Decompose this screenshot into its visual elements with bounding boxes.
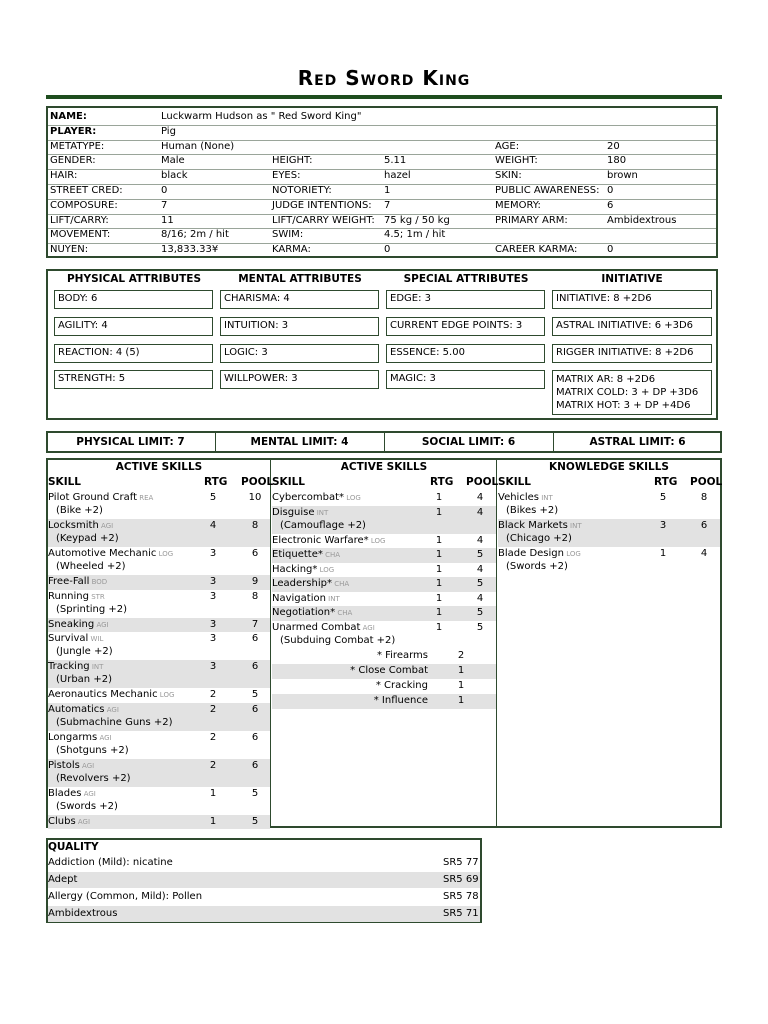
info-label: NUYEN: bbox=[50, 244, 89, 256]
info-value: 1 bbox=[384, 185, 391, 196]
skill-pool: 5 bbox=[251, 815, 259, 827]
info-label: EYES: bbox=[272, 170, 301, 182]
info-label: METATYPE: bbox=[50, 140, 105, 152]
skill-name bbox=[272, 593, 340, 604]
info-label: KARMA: bbox=[272, 244, 311, 256]
skill-rating: 5 bbox=[659, 492, 667, 503]
skill-label: Disguise bbox=[272, 506, 315, 518]
skill-rating: 1 bbox=[435, 534, 443, 546]
skill-rating: 1 bbox=[435, 506, 443, 518]
skill-rating: 1 bbox=[435, 492, 443, 503]
info-value: brown bbox=[607, 170, 638, 182]
info-value: hazel bbox=[384, 170, 411, 182]
info-gridline bbox=[48, 243, 716, 244]
info-label: SWIM: bbox=[272, 229, 304, 241]
quality-name: Adept bbox=[48, 874, 78, 885]
skill-name bbox=[272, 607, 352, 618]
info-label: LIFT/CARRY: bbox=[50, 214, 109, 226]
skill-label: Vehicles bbox=[498, 492, 539, 503]
page-title: Red Sword King bbox=[297, 66, 471, 90]
skill-label: Etiquette* bbox=[272, 549, 323, 560]
skill-name bbox=[48, 591, 105, 602]
info-value: 6 bbox=[607, 199, 614, 211]
pool-column-header: POOL bbox=[690, 476, 723, 488]
info-gridline bbox=[48, 125, 716, 126]
skill-label: Electronic Warfare* bbox=[272, 534, 369, 546]
skill-label: Automatics bbox=[48, 703, 105, 715]
skill-rating: 3 bbox=[209, 633, 217, 644]
skill-specialization: (Urban +2) bbox=[56, 674, 112, 685]
attribute-cell: LOGIC: 3 bbox=[220, 344, 379, 363]
skill-name bbox=[272, 492, 361, 503]
skill-label: Locksmith bbox=[48, 520, 99, 531]
skill-specialization: (Chicago +2) bbox=[506, 533, 572, 544]
initiative-cell: ASTRAL INITIATIVE: 6 +3D6 bbox=[552, 317, 712, 336]
skill-label: Blade Design bbox=[498, 548, 564, 559]
skill-attribute: INT bbox=[538, 494, 553, 502]
matrix-initiative-cell bbox=[552, 370, 712, 415]
attribute-cell: WILLPOWER: 3 bbox=[220, 370, 379, 389]
skill-group-rating: 1 bbox=[457, 694, 465, 706]
skill-attribute: LOG bbox=[156, 550, 174, 558]
skill-attribute: LOG bbox=[344, 494, 361, 502]
skill-rating: 3 bbox=[209, 590, 217, 602]
info-gridline bbox=[48, 199, 716, 200]
skills-title: KNOWLEDGE SKILLS bbox=[548, 461, 669, 473]
skill-attribute: LOG bbox=[563, 550, 581, 558]
skill-rating: 1 bbox=[209, 787, 217, 799]
attribute-cell: BODY: 6 bbox=[54, 290, 213, 309]
skill-specialization: (Camouflage +2) bbox=[280, 519, 366, 531]
skills-divider bbox=[270, 458, 271, 828]
skill-attribute: INT bbox=[325, 594, 340, 603]
skill-pool: 6 bbox=[251, 703, 259, 715]
attribute-cell: CURRENT EDGE POINTS: 3 bbox=[386, 317, 545, 336]
skill-label: Black Markets bbox=[498, 520, 568, 531]
skill-attribute: WIL bbox=[88, 635, 104, 643]
skill-attribute: LOG bbox=[368, 536, 386, 545]
skill-label: Pistols bbox=[48, 759, 80, 771]
info-gridline bbox=[48, 228, 716, 229]
skill-name bbox=[48, 704, 119, 715]
title-rule bbox=[46, 95, 722, 99]
info-label: STREET CRED: bbox=[50, 185, 123, 196]
skill-name bbox=[272, 535, 385, 546]
limit-divider bbox=[553, 432, 554, 452]
info-value: 180 bbox=[607, 155, 627, 167]
skill-name bbox=[48, 548, 173, 559]
info-label: MOVEMENT: bbox=[50, 229, 111, 241]
skill-attribute: AGI bbox=[75, 817, 91, 826]
skill-attribute: INT bbox=[89, 663, 104, 671]
info-label: LIFT/CARRY WEIGHT: bbox=[272, 214, 375, 226]
skill-rating: 1 bbox=[209, 815, 217, 827]
skill-pool: 8 bbox=[251, 590, 259, 602]
skill-attribute: LOG bbox=[157, 691, 175, 699]
info-label: CAREER KARMA: bbox=[495, 244, 578, 256]
attribute-header: INITIATIVE bbox=[601, 273, 663, 285]
info-value: 4.5; 1m / hit bbox=[384, 229, 446, 241]
skill-rating: 1 bbox=[659, 548, 667, 559]
matrix-line: MATRIX COLD: 3 + DP +3D6 bbox=[556, 387, 699, 398]
attribute-header: PHYSICAL ATTRIBUTES bbox=[66, 273, 202, 285]
skill-label: Sneaking bbox=[48, 618, 95, 630]
skill-name bbox=[48, 633, 103, 644]
skill-pool: 5 bbox=[476, 578, 484, 589]
skill-pool: 5 bbox=[476, 607, 484, 618]
skill-pool: 5 bbox=[251, 787, 259, 799]
info-label: JUDGE INTENTIONS: bbox=[272, 199, 372, 211]
skill-attribute: AGI bbox=[94, 620, 109, 629]
attribute-cell: REACTION: 4 (5) bbox=[54, 344, 213, 363]
skill-rating: 1 bbox=[435, 607, 443, 618]
skill-attribute: AGI bbox=[97, 733, 112, 742]
skill-name bbox=[272, 507, 328, 518]
skill-name bbox=[48, 520, 113, 531]
attribute-cell: EDGE: 3 bbox=[386, 290, 545, 309]
skill-pool: 6 bbox=[251, 548, 259, 559]
info-value: 13,833.33¥ bbox=[161, 244, 219, 256]
info-value: 11 bbox=[161, 214, 174, 226]
info-value: 0 bbox=[384, 244, 391, 256]
skill-specialization: (Sprinting +2) bbox=[56, 603, 128, 615]
skill-pool: 5 bbox=[476, 621, 484, 633]
limit-divider bbox=[384, 432, 385, 452]
skill-pool: 4 bbox=[476, 534, 484, 546]
skill-rating: 2 bbox=[209, 689, 217, 700]
skill-group-name: * Influence bbox=[373, 694, 428, 706]
skill-rating: 1 bbox=[435, 592, 443, 604]
rtg-column-header: RTG bbox=[654, 476, 678, 488]
skill-group-rating: 1 bbox=[457, 664, 465, 676]
skills-divider bbox=[496, 458, 497, 828]
skill-rating: 3 bbox=[209, 548, 217, 559]
info-value: 0 bbox=[607, 244, 614, 256]
info-value: 7 bbox=[161, 199, 168, 211]
skill-pool: 6 bbox=[251, 759, 259, 771]
skill-pool: 5 bbox=[251, 689, 259, 700]
skill-rating: 1 bbox=[435, 578, 443, 589]
skill-name bbox=[498, 492, 553, 503]
skill-column-header: SKILL bbox=[498, 476, 531, 488]
skill-specialization: (Submachine Guns +2) bbox=[56, 716, 173, 728]
skill-label: Blades bbox=[48, 787, 82, 799]
skill-rating: 4 bbox=[209, 520, 217, 531]
skill-name bbox=[48, 661, 103, 672]
skill-group-rating: 2 bbox=[457, 649, 465, 661]
limit-cell: MENTAL LIMIT: 4 bbox=[250, 436, 349, 448]
skill-pool: 6 bbox=[251, 731, 259, 743]
skill-label: Aeronautics Mechanic bbox=[48, 689, 158, 700]
skill-pool: 4 bbox=[700, 548, 708, 559]
skill-label: Pilot Ground Craft bbox=[48, 492, 138, 503]
skill-attribute: STR bbox=[88, 592, 105, 601]
skill-name bbox=[48, 732, 112, 743]
skill-pool: 10 bbox=[248, 492, 262, 503]
skill-name bbox=[48, 760, 94, 771]
initiative-cell: RIGGER INITIATIVE: 8 +2D6 bbox=[552, 344, 712, 363]
info-value: 5.11 bbox=[384, 155, 407, 167]
skill-name bbox=[48, 619, 109, 630]
skill-specialization: (Jungle +2) bbox=[56, 646, 113, 657]
pool-column-header: POOL bbox=[466, 476, 499, 488]
skill-label: Negotiation* bbox=[272, 607, 336, 618]
skill-name bbox=[498, 548, 581, 559]
skill-rating: 1 bbox=[435, 621, 443, 633]
skill-rating: 2 bbox=[209, 731, 217, 743]
quality-name: Allergy (Common, Mild): Pollen bbox=[48, 891, 203, 902]
skill-specialization: (Swords +2) bbox=[56, 800, 118, 812]
skills-title: ACTIVE SKILLS bbox=[340, 461, 428, 473]
attribute-cell: CHARISMA: 4 bbox=[220, 290, 379, 309]
attribute-cell: STRENGTH: 5 bbox=[54, 370, 213, 389]
skill-pool: 4 bbox=[476, 506, 484, 518]
info-value: Male bbox=[161, 155, 185, 167]
skill-specialization: (Wheeled +2) bbox=[56, 561, 126, 572]
skill-rating: 2 bbox=[209, 703, 217, 715]
info-label: NOTORIETY: bbox=[272, 185, 332, 196]
rtg-column-header: RTG bbox=[204, 476, 228, 488]
skill-attribute: INT bbox=[314, 508, 329, 517]
info-label: PUBLIC AWARENESS: bbox=[495, 185, 600, 196]
skill-label: Tracking bbox=[48, 661, 90, 672]
skill-label: Cybercombat* bbox=[272, 492, 345, 503]
skill-label: Automotive Mechanic bbox=[48, 548, 157, 559]
limit-divider bbox=[215, 432, 216, 452]
quality-row-shade bbox=[48, 872, 480, 888]
skill-pool: 6 bbox=[251, 661, 259, 672]
skill-attribute: AGI bbox=[104, 705, 119, 714]
skill-attribute: AGI bbox=[81, 789, 96, 798]
skill-pool: 7 bbox=[251, 618, 259, 630]
skill-rating: 3 bbox=[659, 520, 667, 531]
skill-rating: 3 bbox=[209, 576, 217, 587]
skill-label: Leadership* bbox=[272, 578, 332, 589]
skill-label: Hacking* bbox=[272, 563, 318, 575]
skill-attribute: AGI bbox=[360, 623, 375, 632]
info-value: 7 bbox=[384, 199, 391, 211]
skill-pool: 4 bbox=[476, 563, 484, 575]
skill-label: Clubs bbox=[48, 815, 76, 827]
skill-label: Running bbox=[48, 590, 89, 602]
skill-rating: 1 bbox=[435, 549, 443, 560]
skill-group-name: * Firearms bbox=[376, 649, 428, 661]
skill-rating: 3 bbox=[209, 618, 217, 630]
skills-title: ACTIVE SKILLS bbox=[115, 461, 203, 473]
info-label: SKIN: bbox=[495, 170, 522, 182]
quality-header: QUALITY bbox=[48, 841, 99, 853]
skill-pool: 8 bbox=[700, 492, 708, 503]
info-value: Pig bbox=[161, 125, 176, 137]
skill-attribute: LOG bbox=[317, 565, 335, 574]
quality-name: Ambidextrous bbox=[48, 908, 118, 919]
skill-specialization: (Shotguns +2) bbox=[56, 744, 129, 756]
skill-name bbox=[272, 622, 375, 633]
info-value: 0 bbox=[161, 185, 168, 196]
skill-pool: 8 bbox=[251, 520, 259, 531]
matrix-line: MATRIX HOT: 3 + DP +4D6 bbox=[556, 400, 691, 411]
skill-pool: 6 bbox=[251, 633, 259, 644]
limit-cell: SOCIAL LIMIT: 6 bbox=[421, 436, 516, 448]
skill-name bbox=[48, 689, 174, 700]
attribute-header: SPECIAL ATTRIBUTES bbox=[403, 273, 529, 285]
skill-group-name: * Close Combat bbox=[350, 664, 428, 676]
skill-attribute: REA bbox=[137, 494, 154, 502]
quality-name: Addiction (Mild): nicatine bbox=[48, 857, 173, 868]
limit-cell: PHYSICAL LIMIT: 7 bbox=[76, 436, 185, 448]
skill-attribute: AGI bbox=[79, 761, 95, 770]
info-gridline bbox=[48, 154, 716, 155]
attribute-cell: ESSENCE: 5.00 bbox=[386, 344, 545, 363]
skill-pool: 6 bbox=[700, 520, 708, 531]
info-gridline bbox=[48, 140, 716, 141]
info-label: AGE: bbox=[495, 140, 520, 152]
info-label: PRIMARY ARM: bbox=[495, 214, 568, 226]
skill-attribute: AGI bbox=[98, 522, 114, 530]
skill-attribute: CHA bbox=[335, 609, 353, 617]
skill-rating: 5 bbox=[209, 492, 217, 503]
skill-specialization: (Bikes +2) bbox=[506, 505, 559, 516]
skill-pool: 4 bbox=[476, 592, 484, 604]
skill-group-rating: 1 bbox=[457, 679, 465, 691]
info-label: WEIGHT: bbox=[495, 155, 538, 167]
skill-pool: 4 bbox=[476, 492, 484, 503]
info-gridline bbox=[48, 169, 716, 170]
skill-specialization: (Revolvers +2) bbox=[56, 772, 131, 784]
info-label: MEMORY: bbox=[495, 199, 541, 211]
limit-cell: ASTRAL LIMIT: 6 bbox=[589, 436, 686, 448]
skill-specialization: (Subduing Combat +2) bbox=[280, 634, 396, 646]
info-value: Human (None) bbox=[161, 140, 235, 152]
skill-column-header: SKILL bbox=[48, 476, 81, 488]
skill-name bbox=[272, 578, 349, 589]
skill-name bbox=[48, 492, 153, 503]
skill-label: Unarmed Combat bbox=[272, 621, 361, 633]
info-value: 20 bbox=[607, 140, 620, 152]
info-label: HAIR: bbox=[50, 170, 78, 182]
skill-label: Navigation bbox=[272, 592, 326, 604]
skill-rating: 3 bbox=[209, 661, 217, 672]
skill-column-header: SKILL bbox=[272, 476, 305, 488]
info-value: Luckwarm Hudson as " Red Sword King" bbox=[161, 111, 362, 122]
info-value: black bbox=[161, 170, 188, 182]
quality-source: SR5 71 bbox=[443, 908, 479, 919]
info-value: 8/16; 2m / hit bbox=[161, 229, 229, 241]
skill-label: Free-Fall bbox=[48, 576, 90, 587]
skill-name bbox=[272, 549, 340, 560]
skill-attribute: BOD bbox=[89, 578, 108, 586]
skill-group-name: * Cracking bbox=[375, 679, 428, 691]
quality-source: SR5 78 bbox=[443, 891, 479, 902]
rtg-column-header: RTG bbox=[430, 476, 454, 488]
attribute-cell: INTUITION: 3 bbox=[220, 317, 379, 336]
info-value: Ambidextrous bbox=[607, 214, 677, 226]
skill-attribute: CHA bbox=[322, 551, 341, 559]
skill-name bbox=[48, 576, 107, 587]
attribute-cell: AGILITY: 4 bbox=[54, 317, 213, 336]
info-value: 0 bbox=[607, 185, 614, 196]
initiative-cell: INITIATIVE: 8 +2D6 bbox=[552, 290, 712, 309]
skill-label: Longarms bbox=[48, 731, 98, 743]
skill-name bbox=[272, 564, 334, 575]
info-gridline bbox=[48, 184, 716, 185]
info-label: NAME: bbox=[50, 111, 87, 122]
info-label: COMPOSURE: bbox=[50, 199, 118, 211]
info-label: HEIGHT: bbox=[272, 155, 313, 167]
skill-specialization: (Bike +2) bbox=[56, 505, 103, 516]
quality-source: SR5 69 bbox=[443, 874, 479, 885]
quality-source: SR5 77 bbox=[443, 857, 479, 868]
skill-specialization: (Swords +2) bbox=[506, 561, 568, 572]
skill-pool: 9 bbox=[251, 576, 259, 587]
skill-pool: 5 bbox=[476, 549, 484, 560]
skill-rating: 1 bbox=[435, 563, 443, 575]
info-label: GENDER: bbox=[50, 155, 96, 167]
info-gridline bbox=[48, 214, 716, 215]
attribute-header: MENTAL ATTRIBUTES bbox=[238, 273, 362, 285]
character-info-box bbox=[46, 106, 718, 258]
skill-name bbox=[48, 816, 90, 827]
pool-column-header: POOL bbox=[241, 476, 274, 488]
info-label: PLAYER: bbox=[50, 125, 97, 137]
skill-attribute: INT bbox=[567, 522, 582, 530]
info-value: 75 kg / 50 kg bbox=[384, 214, 450, 226]
skill-attribute: CHA bbox=[331, 580, 350, 588]
skill-specialization: (Keypad +2) bbox=[56, 533, 119, 544]
attribute-cell: MAGIC: 3 bbox=[386, 370, 545, 389]
skill-rating: 2 bbox=[209, 759, 217, 771]
matrix-line: MATRIX AR: 8 +2D6 bbox=[556, 374, 656, 385]
skill-label: Survival bbox=[48, 633, 89, 644]
skill-name bbox=[498, 520, 582, 531]
skill-name bbox=[48, 788, 96, 799]
